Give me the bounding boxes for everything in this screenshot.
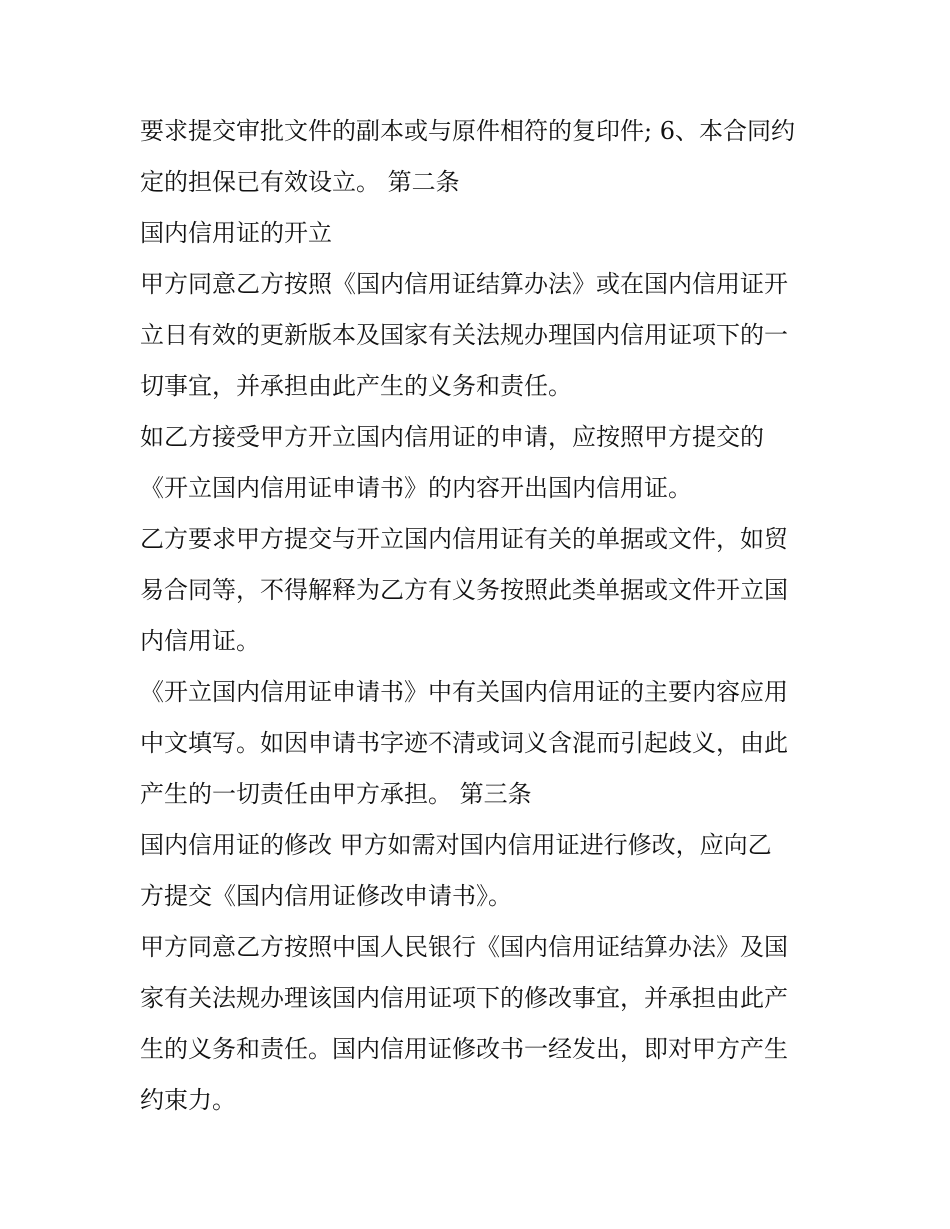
text-line: 要求提交审批文件的副本或与原件相符的复印件; 6、本合同约 bbox=[140, 117, 795, 145]
text-line: 中文填写。如因申请书字迹不清或词义含混而引起歧义，由此 bbox=[140, 729, 788, 757]
text-line: 甲方同意乙方按照中国人民银行《国内信用证结算办法》及国 bbox=[140, 933, 788, 961]
document-body bbox=[140, 106, 820, 1126]
text-line: 易合同等，不得解释为乙方有义务按照此类单据或文件开立国 bbox=[140, 576, 788, 604]
text-line: 家有关法规办理该国内信用证项下的修改事宜，并承担由此产 bbox=[140, 984, 788, 1012]
text-line: 如乙方接受甲方开立国内信用证的申请，应按照甲方提交的 bbox=[140, 423, 764, 451]
text-line: 产生的一切责任由甲方承担。 第三条 bbox=[140, 780, 532, 808]
text-line: 定的担保已有效设立。 第二条 bbox=[140, 168, 460, 196]
text-line: 立日有效的更新版本及国家有关法规办理国内信用证项下的一 bbox=[140, 321, 788, 349]
text-line: 切事宜，并承担由此产生的义务和责任。 bbox=[140, 372, 572, 400]
text-line: 内信用证。 bbox=[140, 627, 260, 655]
text-line: 国内信用证的开立 bbox=[140, 219, 332, 247]
text-line: 乙方要求甲方提交与开立国内信用证有关的单据或文件，如贸 bbox=[140, 525, 788, 553]
text-line: 国内信用证的修改 甲方如需对国内信用证进行修改，应向乙 bbox=[140, 831, 772, 859]
text-line: 甲方同意乙方按照《国内信用证结算办法》或在国内信用证开 bbox=[140, 270, 788, 298]
text-line: 方提交《国内信用证修改申请书》。 bbox=[140, 882, 512, 910]
text-line: 《开立国内信用证申请书》中有关国内信用证的主要内容应用 bbox=[140, 678, 788, 706]
text-line: 约束力。 bbox=[140, 1086, 236, 1114]
text-line: 《开立国内信用证申请书》的内容开出国内信用证。 bbox=[140, 474, 692, 502]
text-line: 生的义务和责任。国内信用证修改书一经发出，即对甲方产生 bbox=[140, 1035, 788, 1063]
